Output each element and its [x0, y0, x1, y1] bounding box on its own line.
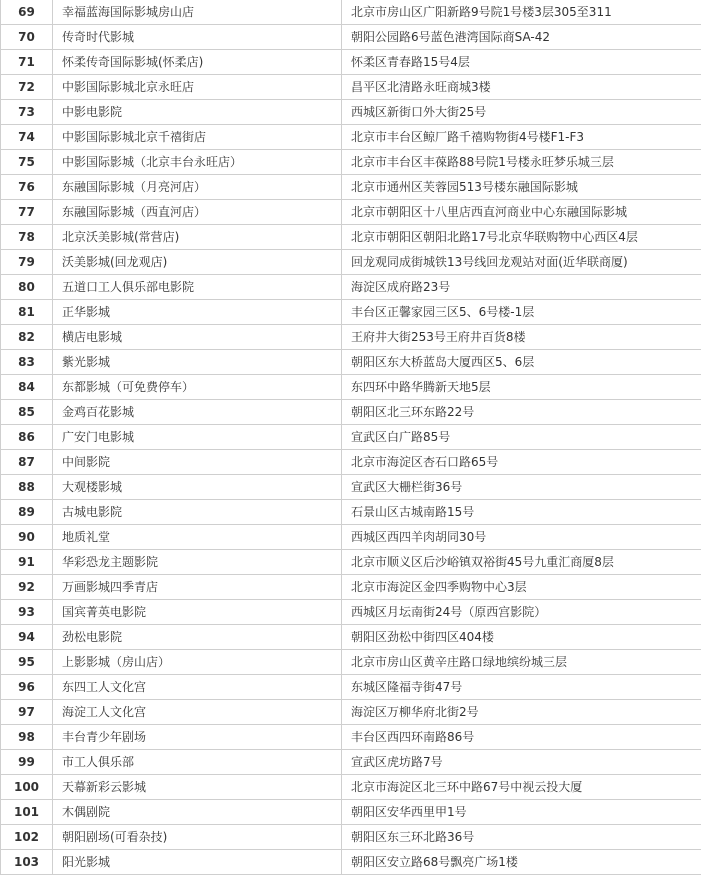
row-number: 71 — [1, 50, 53, 75]
row-number: 70 — [1, 25, 53, 50]
table-row — [1, 275, 701, 300]
cinema-address: 宣武区大栅栏街36号 — [342, 475, 701, 500]
cinema-address: 丰台区西四环南路86号 — [342, 725, 701, 750]
cinema-name: 中间影院 — [53, 450, 342, 475]
cinema-address: 王府井大街253号王府井百货8楼 — [342, 325, 701, 350]
table-row — [1, 500, 701, 525]
cinema-name: 中影国际影城（北京丰台永旺店） — [53, 150, 342, 175]
row-number: 95 — [1, 650, 53, 675]
cinema-name: 海淀工人文化宫 — [53, 700, 342, 725]
table-row — [1, 575, 701, 600]
row-number: 93 — [1, 600, 53, 625]
table-row — [1, 625, 701, 650]
cinema-name: 木偶剧院 — [53, 800, 342, 825]
cinema-address: 海淀区成府路23号 — [342, 275, 701, 300]
cinema-address: 北京市房山区黄辛庄路口绿地缤纷城三层 — [342, 650, 701, 675]
row-number: 97 — [1, 700, 53, 725]
table-row — [1, 400, 701, 425]
cinema-name: 东融国际影城（月亮河店） — [53, 175, 342, 200]
cinema-address: 宣武区白广路85号 — [342, 425, 701, 450]
row-number: 76 — [1, 175, 53, 200]
cinema-name: 上影影城（房山店） — [53, 650, 342, 675]
row-number: 83 — [1, 350, 53, 375]
table-row — [1, 825, 701, 850]
cinema-name: 北京沃美影城(常营店) — [53, 225, 342, 250]
row-number: 87 — [1, 450, 53, 475]
row-number: 77 — [1, 200, 53, 225]
cinema-address: 北京市海淀区金四季购物中心3层 — [342, 575, 701, 600]
cinema-address: 东四环中路华腾新天地5层 — [342, 375, 701, 400]
table-row — [1, 600, 701, 625]
table-row — [1, 700, 701, 725]
row-number: 79 — [1, 250, 53, 275]
cinema-address: 宣武区虎坊路7号 — [342, 750, 701, 775]
cinema-name: 幸福蓝海国际影城房山店 — [53, 0, 342, 25]
table-row — [1, 125, 701, 150]
cinema-name: 市工人俱乐部 — [53, 750, 342, 775]
cinema-name: 金鸡百花影城 — [53, 400, 342, 425]
row-number: 98 — [1, 725, 53, 750]
cinema-address: 西城区新街口外大街25号 — [342, 100, 701, 125]
cinema-name: 东融国际影城（西直河店） — [53, 200, 342, 225]
cinema-name: 怀柔传奇国际影城(怀柔店) — [53, 50, 342, 75]
cinema-address: 西城区西四羊肉胡同30号 — [342, 525, 701, 550]
cinema-name: 华彩恐龙主题影院 — [53, 550, 342, 575]
row-number: 72 — [1, 75, 53, 100]
row-number: 73 — [1, 100, 53, 125]
cinema-name: 天幕新彩云影城 — [53, 775, 342, 800]
cinema-address: 北京市顺义区后沙峪镇双裕街45号九重汇商厦8层 — [342, 550, 701, 575]
row-number: 91 — [1, 550, 53, 575]
cinema-name: 沃美影城(回龙观店) — [53, 250, 342, 275]
row-number: 69 — [1, 0, 53, 25]
table-row — [1, 375, 701, 400]
table-row — [1, 475, 701, 500]
cinema-address: 北京市朝阳区朝阳北路17号北京华联购物中心西区4层 — [342, 225, 701, 250]
row-number: 99 — [1, 750, 53, 775]
table-row — [1, 775, 701, 800]
table-row — [1, 725, 701, 750]
table-row — [1, 675, 701, 700]
row-number: 90 — [1, 525, 53, 550]
cinema-name: 横店电影城 — [53, 325, 342, 350]
cinema-name: 传奇时代影城 — [53, 25, 342, 50]
cinema-address: 北京市海淀区杏石口路65号 — [342, 450, 701, 475]
row-number: 101 — [1, 800, 53, 825]
row-number: 89 — [1, 500, 53, 525]
row-number: 81 — [1, 300, 53, 325]
cinema-address: 北京市朝阳区十八里店西直河商业中心东融国际影城 — [342, 200, 701, 225]
cinema-name: 古城电影院 — [53, 500, 342, 525]
cinema-address: 北京市房山区广阳新路9号院1号楼3层305至311 — [342, 0, 701, 25]
cinema-address: 北京市丰台区丰葆路88号院1号楼永旺梦乐城三层 — [342, 150, 701, 175]
cinema-name: 紫光影城 — [53, 350, 342, 375]
row-number: 82 — [1, 325, 53, 350]
cinema-name: 五道口工人俱乐部电影院 — [53, 275, 342, 300]
table-row — [1, 175, 701, 200]
cinema-name: 地质礼堂 — [53, 525, 342, 550]
table-row — [1, 350, 701, 375]
row-number: 96 — [1, 675, 53, 700]
row-number: 102 — [1, 825, 53, 850]
table-row — [1, 0, 701, 25]
row-number: 75 — [1, 150, 53, 175]
row-number: 80 — [1, 275, 53, 300]
table-row — [1, 525, 701, 550]
table-row — [1, 25, 701, 50]
cinema-address: 怀柔区青春路15号4层 — [342, 50, 701, 75]
cinema-address: 石景山区古城南路15号 — [342, 500, 701, 525]
cinema-address: 西城区月坛南街24号（原西宫影院） — [342, 600, 701, 625]
table-row — [1, 100, 701, 125]
cinema-address: 朝阳区东大桥蓝岛大厦西区5、6层 — [342, 350, 701, 375]
cinema-address: 丰台区正馨家园三区5、6号楼-1层 — [342, 300, 701, 325]
cinema-name: 国宾菁英电影院 — [53, 600, 342, 625]
row-number: 74 — [1, 125, 53, 150]
cinema-address: 朝阳区劲松中街四区404楼 — [342, 625, 701, 650]
row-number: 103 — [1, 850, 53, 875]
cinema-name: 广安门电影城 — [53, 425, 342, 450]
table-row — [1, 550, 701, 575]
row-number: 78 — [1, 225, 53, 250]
row-number: 85 — [1, 400, 53, 425]
cinema-address: 昌平区北清路永旺商城3楼 — [342, 75, 701, 100]
table-row — [1, 75, 701, 100]
cinema-name: 正华影城 — [53, 300, 342, 325]
table-row — [1, 250, 701, 275]
table-row — [1, 200, 701, 225]
table-row — [1, 300, 701, 325]
table-row — [1, 800, 701, 825]
cinema-name: 阳光影城 — [53, 850, 342, 875]
cinema-address: 朝阳区东三环北路36号 — [342, 825, 701, 850]
table-row — [1, 50, 701, 75]
row-number: 94 — [1, 625, 53, 650]
cinema-name: 大观楼影城 — [53, 475, 342, 500]
table-row — [1, 150, 701, 175]
cinema-name: 东四工人文化宫 — [53, 675, 342, 700]
cinema-name: 万画影城四季青店 — [53, 575, 342, 600]
cinema-address: 北京市海淀区北三环中路67号中视云投大厦 — [342, 775, 701, 800]
cinema-address: 北京市丰台区鲸厂路千禧购物街4号楼F1-F3 — [342, 125, 701, 150]
table-row — [1, 750, 701, 775]
cinema-name: 劲松电影院 — [53, 625, 342, 650]
cinema-address: 北京市通州区芙蓉园513号楼东融国际影城 — [342, 175, 701, 200]
cinema-table-body — [1, 0, 701, 875]
cinema-address: 朝阳区安立路68号飘亮广场1楼 — [342, 850, 701, 875]
cinema-name: 朝阳剧场(可看杂技) — [53, 825, 342, 850]
table-row — [1, 450, 701, 475]
cinema-address: 东城区隆福寺街47号 — [342, 675, 701, 700]
cinema-address: 朝阳区北三环东路22号 — [342, 400, 701, 425]
row-number: 100 — [1, 775, 53, 800]
cinema-name: 中影国际影城北京千禧街店 — [53, 125, 342, 150]
cinema-address: 朝阳区安华西里甲1号 — [342, 800, 701, 825]
table-row — [1, 425, 701, 450]
row-number: 84 — [1, 375, 53, 400]
row-number: 92 — [1, 575, 53, 600]
row-number: 88 — [1, 475, 53, 500]
cinema-name: 丰台青少年剧场 — [53, 725, 342, 750]
table-row — [1, 850, 701, 875]
cinema-name: 东都影城（可免费停车） — [53, 375, 342, 400]
cinema-address: 海淀区万柳华府北街2号 — [342, 700, 701, 725]
cinema-name: 中影国际影城北京永旺店 — [53, 75, 342, 100]
cinema-name: 中影电影院 — [53, 100, 342, 125]
row-number: 86 — [1, 425, 53, 450]
cinema-address: 朝阳公园路6号蓝色港湾国际商SA-42 — [342, 25, 701, 50]
table-row — [1, 325, 701, 350]
cinema-address: 回龙观同成街城铁13号线回龙观站对面(近华联商厦) — [342, 250, 701, 275]
table-row — [1, 650, 701, 675]
table-row — [1, 225, 701, 250]
